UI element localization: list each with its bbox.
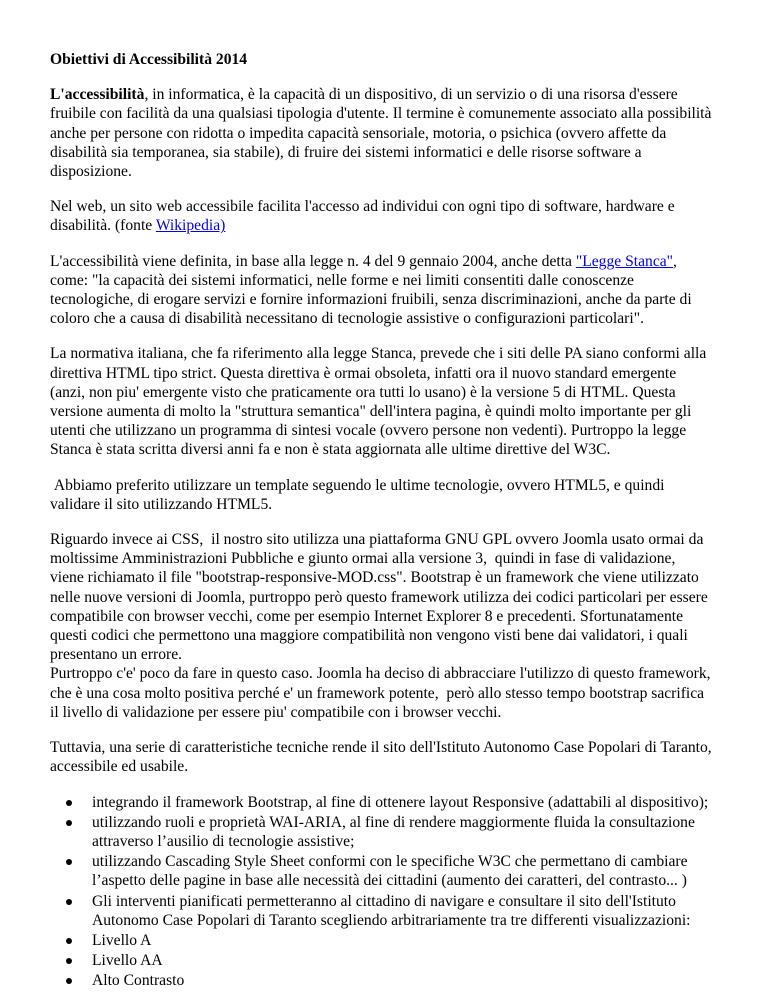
- legge-stanca-definition: , come: "la capacità dei sistemi informatici, nelle forme e nei limiti consentiti dalle conoscenze tecnologiche, di erogare servizi e fornire informazioni fruibili, senza discriminazioni, anche da parte di coloro che a causa di disabilità necessitano di tecnologie assistive o configurazioni particolari".: [50, 252, 692, 328]
- wikipedia-link[interactable]: Wikipedia): [155, 217, 226, 235]
- legge-stanca-link[interactable]: "Legge Stanca": [575, 252, 674, 270]
- document-title: Obiettivi di Accessibilità 2014: [50, 51, 248, 68]
- legge-stanca-intro: L'accessibilità viene definita, in base alla legge n. 4 del 9 gennaio 2004, anche detta: [50, 252, 576, 270]
- joomla-framework-text: Purtroppo c'e' poco da fare in questo caso. Joomla ha deciso di abbracciare l'utilizzo di questo framework, che è una cosa molto positiva perché e' un framework potente, però allo stesso tempo bootstrap sacrifica il livello di validazione per essere piu' compatibile con i browser vecchi.: [50, 665, 715, 721]
- list-item: Livello AA: [92, 951, 712, 970]
- paragraph-html5: Abbiamo preferito utilizzare un template seguendo le ultime tecnologie, ovvero HTML5, e quindi validare il sito utilizzando HTML5.: [50, 476, 669, 513]
- paragraph-legge-stanca: [50, 252, 712, 329]
- list-item: integrando il framework Bootstrap, al fine di ottenere layout Responsive (adattabili al dispositivo);: [92, 793, 712, 812]
- paragraph-normativa: La normativa italiana, che fa riferimento alla legge Stanca, prevede che i siti delle PA siano conformi alla direttiva HTML tipo strict. Questa direttiva è ormai obsoleta, infatti ora il nuovo standard emergente (anzi, non piu' emergente visto che praticamente ora tutti lo usano) è la versione 5 di HTML. Questa versione aumenta di molto la "struttura semantica" dell'intera pagina, è quindi molto importante per gli utenti che utilizzano un programma di sintesi vocale (ovvero persone non vedenti). Purtroppo la legge Stanca è stata scritta diversi anni fa e non è stata aggiornata alle ultime direttive del W3C.: [50, 345, 707, 459]
- paragraph-accessibility-definition: [50, 85, 712, 181]
- accessibility-definition-text: , in informatica, è la capacità di un dispositivo, di un servizio o di una risorsa d'essere fruibile con facilità da una qualsiasi tipologia d'utente. Il termine è comunemente associato alla possibilità anche per persone con ridotta o impedita capacità sensoriale, motoria, o psichica (ovvero affette da disabilità sia temporanea, sia stabile), di fruire dei sistemi informatici e delle risorse software a disposizione.: [50, 86, 712, 181]
- paragraph-web-accessibility: [50, 197, 712, 235]
- paragraph-css-bootstrap: [50, 530, 715, 722]
- list-item: Livello A: [92, 931, 712, 950]
- list-item: utilizzando ruoli e proprietà WAI-ARIA, al fine di rendere maggiormente fluida la consultazione attraverso l’ausilio di tecnologie assistive;: [92, 813, 712, 851]
- accessibility-term: L'accessibilità: [50, 86, 145, 104]
- list-item: Alto Contrasto: [92, 971, 712, 990]
- features-list: [50, 793, 712, 991]
- list-item: utilizzando Cascading Style Sheet conformi con le specifiche W3C che permettano di cambiare l’aspetto delle pagine in base alle necessità dei cittadini (aumento dei caratteri, del contrasto... ): [92, 852, 712, 890]
- list-item: Gli interventi pianificati permetteranno al cittadino di navigare e consultare il sito dell'Istituto Autonomo Case Popolari di Taranto scegliendo arbitrariamente tra tre differenti visualizzazioni:: [92, 892, 712, 930]
- web-accessibility-text: Nel web, un sito web accessibile facilita l'accesso ad individui con ogni tipo di software, hardware e disabilità. (fonte: [50, 198, 675, 235]
- paragraph-features-intro: Tuttavia, una serie di caratteristiche tecniche rende il sito dell'Istituto Autonomo Case Popolari di Taranto, accessibile ed usabile.: [50, 739, 712, 776]
- css-bootstrap-text: Riguardo invece ai CSS, il nostro sito utilizza una piattaforma GNU GPL ovvero Joomla usato ormai da moltissime Amministrazioni Pubbliche e giunto ormai alla versione 3, quindi in fase di validazione, viene richiamato il file "bootstrap-responsive-MOD.css". Bootstrap è un framework che viene utilizzato nelle nuove versioni di Joomla, purtroppo però questo framework utilizza dei codici particolari per essere compatibile con browser vecchi, come per esempio Internet Explorer 8 e precedenti. Sfortunatamente questi codici che permettono una maggiore compatibilità non vengono visti bene dai validatori, i quali presentano un errore.: [50, 531, 712, 664]
